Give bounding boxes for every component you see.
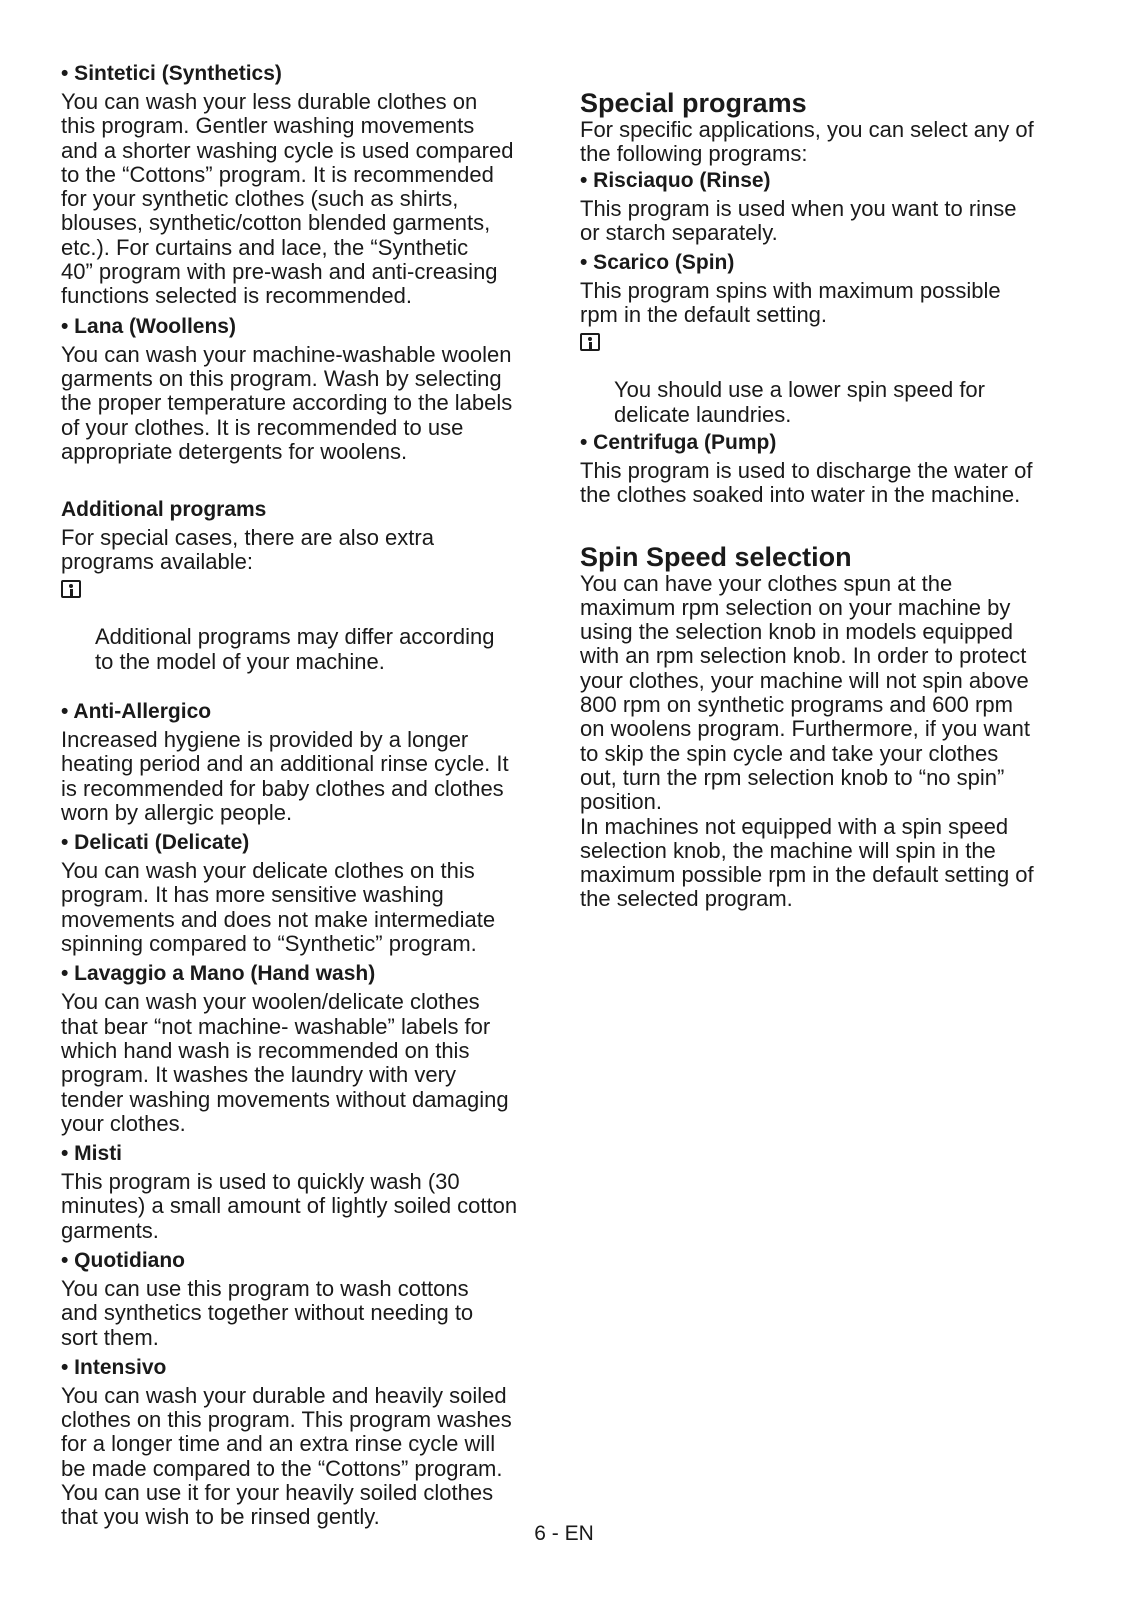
special-programs-title: Special programs: [580, 88, 807, 118]
risciaquo-text: This program is used when you want to rinse or starch separately.: [580, 195, 1017, 245]
spin-speed-text-2: In machines not equipped with a spin speed selection knob, the machine will spin in the maximum possible rpm in the default setting of the selected program.: [580, 813, 1034, 912]
misti-text: This program is used to quickly wash (30 minutes) a small amount of lightly soiled cotton garments.: [61, 1169, 518, 1243]
info-icon: [61, 580, 81, 598]
centrifuga-text: This program is used to discharge the water of the clothes soaked into water in the machine.: [580, 457, 1033, 508]
misti-heading: • Misti: [61, 1142, 123, 1166]
lana-text: You can wash your machine-washable woolen garments on this program. Wash by selecting the proper temperature according to the labels of your clothes. It is recommended to use appropriate detergents for woolens.: [61, 341, 513, 464]
centrifuga-heading: • Centrifuga (Pump): [580, 430, 777, 454]
lana-heading: • Lana (Woollens): [61, 314, 236, 338]
page-number: 6 - EN: [534, 1522, 594, 1545]
left-column: [61, 62, 551, 1536]
sintetici-text: You can wash your less durable clothes on this program. Gentler washing movements and a shorter washing cycle is used compared to the “Cottons” program. It is recommended for your synthetic clothes (such as shirts, blouses, synthetic/cotton blended garments, etc.). For curtains and lace, the “Synthetic 40” program with pre-wash and anti-creasing functions selected is recommended.: [61, 89, 514, 309]
intensivo-heading: • Intensivo: [61, 1355, 167, 1379]
scarico-text: This program spins with maximum possible rpm in the default setting.: [580, 278, 1001, 328]
additional-note-text: Additional programs may differ according to the model of your machine.: [95, 624, 495, 674]
scarico-note-text: You should use a lower spin speed for delicate laundries.: [614, 377, 985, 427]
spin-speed-title: Spin Speed selection: [580, 541, 852, 572]
scarico-note: [580, 330, 1080, 427]
additional-programs-note: [61, 577, 551, 674]
sintetici-heading: • Sintetici (Synthetics): [61, 62, 282, 85]
lavaggio-text: You can wash your woolen/delicate clothes that bear “not machine- washable” labels for which hand wash is recommended on this program. It washes the laundry with very tender washing movements without damaging your clothes.: [61, 989, 509, 1136]
anti-allergico-heading: • Anti-Allergico: [61, 699, 212, 723]
spin-speed-text-1: You can have your clothes spun at the maximum rpm selection on your machine by using the selection knob in models equipped with an rpm selection knob. In order to protect your clothes, your machine will not spin above 800 rpm on synthetic programs and 600 rpm on woolens program. Furthermore, if you want to skip the spin cycle and take your clothes out, turn the rpm selection knob to “no spin” position.: [580, 570, 1030, 815]
anti-allergico-text: Increased hygiene is provided by a longer heating period and an additional rinse cycle. It is recommended for baby clothes and clothes worn by allergic people.: [61, 726, 509, 825]
right-column: [580, 88, 1080, 918]
additional-programs-heading: Additional programs: [61, 498, 267, 522]
special-programs-text: For specific applications, you can select any of the following programs:: [580, 117, 1034, 167]
lavaggio-heading: • Lavaggio a Mano (Hand wash): [61, 962, 376, 986]
additional-programs-text: For special cases, there are also extra programs available:: [61, 525, 434, 575]
risciaquo-heading: • Risciaquo (Rinse): [580, 168, 771, 192]
scarico-heading: • Scarico (Spin): [580, 251, 735, 275]
quotidiano-text: You can use this program to wash cottons and synthetics together without needing to sort them.: [61, 1275, 474, 1350]
delicati-text: You can wash your delicate clothes on this program. It has more sensitive washing movements and does not make intermediate spinning compared to “Synthetic” program.: [61, 858, 496, 957]
info-icon: [580, 333, 600, 351]
delicati-heading: • Delicati (Delicate): [61, 831, 250, 855]
intensivo-text: You can wash your durable and heavily soiled clothes on this program. This program washes for a longer time and an extra rinse cycle will be made compared to the “Cottons” program. You can use it for your heavily soiled clothes that you wish to be rinsed gently.: [61, 1382, 512, 1530]
quotidiano-heading: • Quotidiano: [61, 1248, 186, 1272]
